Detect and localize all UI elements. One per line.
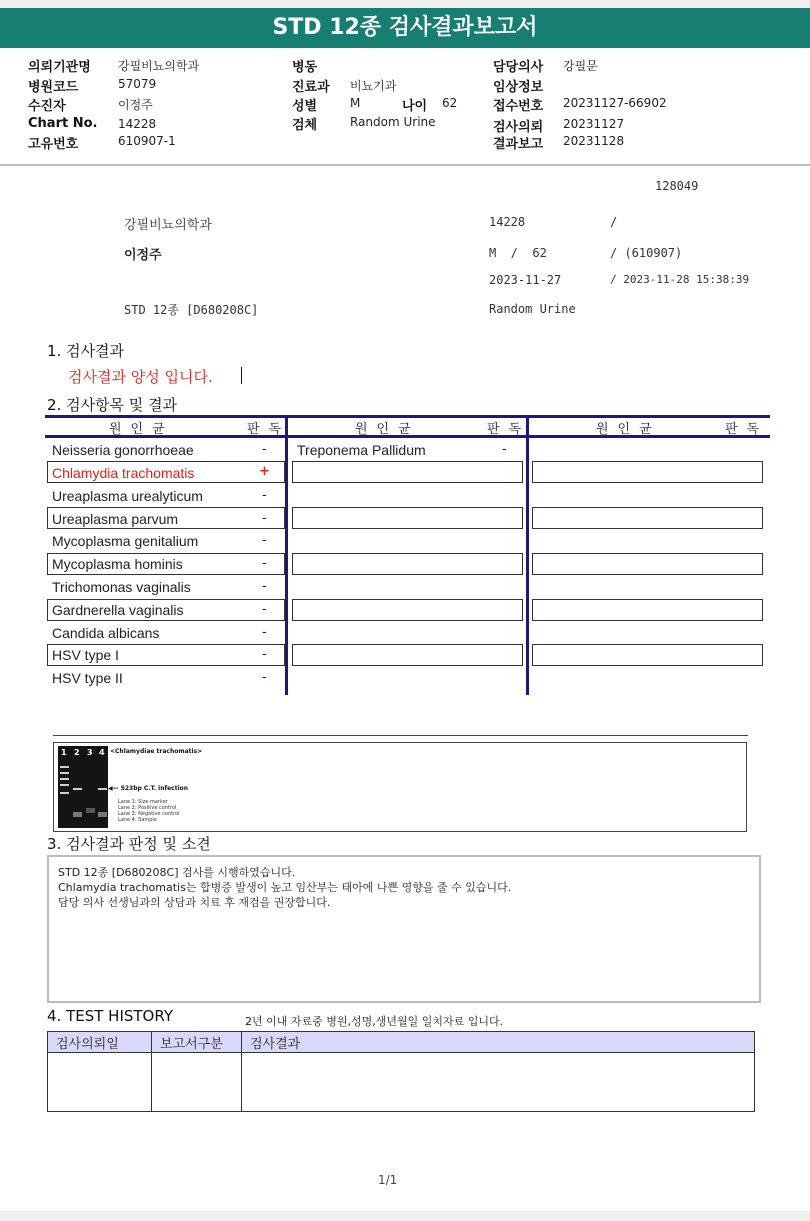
gel-band [98,788,107,790]
organism-name: Ureaplasma parvum [52,511,179,527]
results-col-divider-1 [285,415,288,695]
organism-result: - [262,442,267,457]
gel-electrophoresis-image [58,746,108,828]
specimen-label: 검체 [292,118,318,133]
row-box [532,644,763,666]
history-cell [242,1053,755,1112]
row-box [292,461,523,483]
row-box [292,599,523,621]
history-body-row [48,1053,755,1112]
organism-result: - [262,511,267,526]
summary-birth: / (610907) [610,246,683,260]
col1-header-result: 판독 [247,422,291,437]
gel-legend-item: Lane 4: Sample [118,817,157,823]
gel-smear [98,812,107,817]
patient-value: 이정주 [118,98,153,112]
positive-result-message: 검사결과 양성 입니다. [68,368,213,386]
organism-result: - [262,602,267,617]
opinion-line: 담당 의사 선생님과의 상담과 치료 후 재검을 권장합니다. [58,896,331,909]
summary-request-date: 2023-11-27 [489,273,562,287]
organism-name: HSV type II [52,670,123,686]
organism-result-positive: + [259,464,270,479]
receipt-no-value: 20231127-66902 [563,96,667,110]
row-box [292,553,523,575]
test-history-table [47,1031,755,1112]
institution-value: 강필비뇨의학과 [118,59,200,73]
clinical-info-label: 임상정보 [493,80,544,95]
row-box [532,507,763,529]
col1-header-organism: 원인균 [109,422,174,437]
organism-name: HSV type I [52,647,119,663]
gel-top-rule [53,735,748,736]
ward-label: 병동 [292,60,318,75]
col2-header-result: 판독 [487,422,531,437]
organism-result: - [262,670,267,685]
row-box [532,461,763,483]
gel-band [60,784,69,786]
request-date-label: 검사의뢰 [493,120,544,135]
history-header-request-date: 검사의뢰일 [48,1032,152,1053]
gel-legend-item: Lane 2: Positive control [118,805,177,811]
col2-header-organism: 원인균 [355,422,420,437]
unique-no-label: 고유번호 [28,137,79,152]
specimen-value: Random Urine [350,115,436,129]
bottom-strip [0,1211,810,1221]
gel-band [60,778,69,780]
section3-title: 3. 검사결과 판정 및 소견 [47,835,211,853]
gel-legend-item: Lane 3: Negative control [118,811,180,817]
chart-no-label: Chart No. [28,116,98,131]
organism-name: Candida albicans [52,625,160,641]
organism-name-positive: Chlamydia trachomatis [52,465,195,481]
opinion-box [47,855,761,1003]
history-header-row [48,1032,755,1053]
gel-title: <Chlamydiae trachomatis> [110,748,203,755]
gel-band [60,792,69,794]
opinion-line: STD 12종 [D680208C] 검사를 시행하였습니다. [58,866,296,879]
row-box [292,644,523,666]
organism-name: Trichomonas vaginalis [52,579,191,595]
gel-smear [86,808,95,813]
age-value: 62 [442,96,458,110]
section4-title: 4. TEST HISTORY [47,1007,173,1025]
organism-name: Mycoplasma genitalium [52,533,199,549]
report-title: STD 12종 검사결과보고서 [0,8,810,48]
gel-band [60,766,69,768]
organism-result: - [262,579,267,594]
page-number: 1/1 [378,1173,398,1187]
lane-number: 1 [61,748,67,757]
row-box [532,553,763,575]
summary-clinic: 강필비뇨의학과 [124,218,212,233]
doctor-value: 강필문 [563,59,598,73]
history-note: 2년 이내 자료중 병원,성명,생년월일 일치자료 입니다. [245,1015,504,1028]
gel-arrow-label: ◀— 523bp C.T. infection [108,785,189,792]
top-strip [0,0,810,8]
sex-label: 성별 [292,99,318,114]
results-col-divider-2 [526,415,529,695]
header-divider [0,164,810,166]
report-date-value: 20231128 [563,134,625,148]
gel-band [60,772,69,774]
organism-name: Gardnerella vaginalis [52,602,184,618]
opinion-line: Chlamydia trachomatis는 합병증 발생이 높고 임산부는 태아에 나쁜 영향을 줄 수 있습니다. [58,881,512,894]
organism-result: - [502,442,507,457]
history-cell [48,1053,152,1112]
summary-chart: 14228 [489,215,526,229]
request-date-value: 20231127 [563,117,625,131]
unique-no-value: 610907-1 [118,134,176,148]
organism-name: Neisseria gonorrhoeae [52,442,194,458]
organism-result: - [262,533,267,548]
department-label: 진료과 [292,80,330,95]
col3-header-result: 판독 [725,422,769,437]
summary-test-name: STD 12종 [D680208C] [124,303,259,317]
gel-band [73,788,82,790]
history-cell [152,1053,242,1112]
sex-value: M [350,96,361,110]
report-date-label: 결과보고 [493,137,544,152]
history-header-result: 검사결과 [242,1032,755,1053]
organism-name: Ureaplasma urealyticum [52,488,203,504]
hospital-code-value: 57079 [118,77,157,91]
organism-result: - [262,625,267,640]
receipt-no-label: 접수번호 [493,99,544,114]
age-label: 나이 [402,99,428,114]
history-header-report-type: 보고서구분 [152,1032,242,1053]
section1-title: 1. 검사결과 [47,342,125,360]
organism-result: - [262,556,267,571]
department-value: 비뇨기과 [350,79,397,93]
text-cursor [241,367,242,384]
organism-result: - [262,488,267,503]
summary-report-datetime: / 2023-11-28 15:38:39 [610,273,750,286]
gel-legend-item: Lane 1: Size marker [118,799,168,805]
col3-header-organism: 원인균 [596,422,661,437]
doctor-label: 담당의사 [493,60,544,75]
summary-id: 128049 [655,179,699,193]
summary-patient: 이정주 [124,248,162,263]
hospital-code-label: 병원코드 [28,80,79,95]
organism-result: - [262,647,267,662]
organism-name: Treponema Pallidum [297,442,426,458]
lane-number: 3 [87,748,93,757]
summary-sex-age: M / 62 [489,246,547,260]
chart-no-value: 14228 [118,117,157,131]
summary-specimen: Random Urine [489,302,576,316]
row-box [292,507,523,529]
section2-title: 2. 검사항목 및 결과 [47,396,178,414]
row-box [532,599,763,621]
summary-slash: / [610,215,618,229]
lane-number: 2 [74,748,80,757]
patient-label: 수진자 [28,99,66,114]
institution-label: 의뢰기관명 [28,60,91,75]
lane-number: 4 [99,748,105,757]
gel-smear [73,812,82,817]
organism-name: Mycoplasma hominis [52,556,183,572]
